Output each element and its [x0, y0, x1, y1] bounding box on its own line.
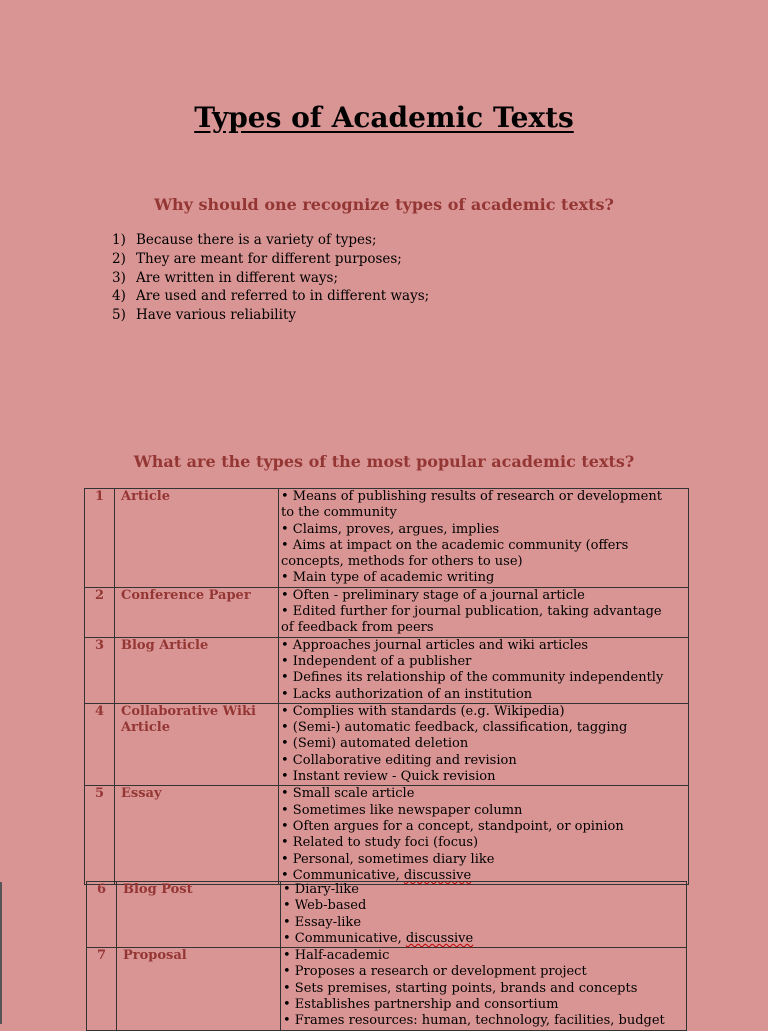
page-edge-divider [0, 882, 2, 1024]
row-number: 5 [85, 786, 115, 885]
text-type-line: Blog Post [123, 882, 193, 897]
spellcheck-underline: discussive [405, 930, 474, 946]
row-number: 4 [85, 703, 115, 785]
list-item: 1) Because there is a variety of types; [112, 232, 377, 248]
table-row [87, 882, 687, 948]
text-type-line: Article [121, 489, 171, 504]
description-line: • Proposes a research or development project [283, 964, 587, 980]
description-line: • (Semi) automated deletion [281, 736, 469, 752]
description-line: • Diary-like [283, 882, 359, 897]
description-line: of feedback from peers [281, 620, 434, 636]
description-line: • Instant review - Quick revision [281, 769, 496, 785]
academic-texts-table-continued [86, 881, 687, 1031]
description-line: • Essay-like [283, 914, 362, 930]
section-heading-why: Why should one recognize types of academic texts? [154, 195, 614, 214]
list-item: 4) Are used and referred to in different ways; [112, 288, 430, 305]
text-type-line: Blog Article [121, 637, 209, 653]
description-line: • Defines its relationship of the community independently [281, 670, 664, 686]
table-row [87, 948, 687, 1030]
text-type [115, 587, 279, 637]
table-row [85, 587, 689, 637]
description-line: • Sets premises, starting points, brands and concepts [283, 980, 638, 996]
text-type-line: Conference Paper [121, 587, 251, 603]
description-line: • Communicative, discussive [283, 930, 474, 946]
description-line: • Means of publishing results of research or development [281, 489, 662, 504]
academic-texts-table [84, 488, 689, 885]
text-description [279, 637, 689, 703]
text-description [281, 948, 687, 1030]
section-heading-types: What are the types of the most popular academic texts? [133, 452, 635, 471]
description-line: • Half-academic [283, 948, 390, 964]
spellcheck-underline: discussive [403, 867, 472, 883]
description-line: • Claims, proves, argues, implies [281, 521, 500, 537]
text-type-line: Proposal [123, 948, 187, 964]
description-line: • Related to study foci (focus) [281, 835, 479, 851]
text-type [115, 786, 279, 885]
description-line: • Complies with standards (e.g. Wikipedia) [281, 703, 565, 719]
description-line: • Sometimes like newspaper column [281, 802, 523, 818]
text-description [279, 489, 689, 588]
description-line: • Often argues for a concept, standpoint, or opinion [281, 818, 624, 834]
description-line: to the community [281, 505, 397, 521]
text-type [115, 489, 279, 588]
text-type [115, 637, 279, 703]
table-row [85, 489, 689, 588]
description-line: • Small scale article [281, 786, 415, 802]
description-line: • Main type of academic writing [281, 570, 495, 586]
description-line: • Edited further for journal publication, taking advantage [281, 604, 662, 620]
row-number: 7 [87, 948, 117, 1030]
text-type-line: Article [121, 720, 171, 736]
text-type [117, 948, 281, 1030]
text-description [279, 587, 689, 637]
list-item: 5) Have various reliability [112, 307, 296, 324]
text-type-line: Essay [121, 786, 162, 802]
description-line: • Frames resources: human, technology, facilities, budget [283, 1013, 665, 1029]
row-number: 2 [85, 587, 115, 637]
row-number: 3 [85, 637, 115, 703]
description-line: concepts, methods for others to use) [281, 554, 523, 570]
text-type [115, 703, 279, 785]
description-line: • (Semi-) automatic feedback, classification, tagging [281, 720, 628, 736]
description-line: • Collaborative editing and revision [281, 752, 517, 768]
text-description [281, 882, 687, 948]
table-row [85, 637, 689, 703]
table-row [85, 703, 689, 785]
description-line: • Often - preliminary stage of a journal article [281, 587, 585, 603]
list-item: 2) They are meant for different purposes; [112, 250, 402, 267]
text-type [117, 882, 281, 948]
text-description [279, 703, 689, 785]
reasons-list [112, 231, 429, 325]
list-item: 3) Are written in different ways; [112, 269, 339, 286]
description-line: • Lacks authorization of an institution [281, 686, 533, 702]
table-row [85, 786, 689, 885]
description-line: • Web-based [283, 898, 367, 914]
description-line: • Approaches journal articles and wiki articles [281, 637, 589, 653]
description-line: • Establishes partnership and consortium [283, 997, 559, 1013]
row-number: 1 [85, 489, 115, 588]
page-title: Types of Academic Texts [194, 101, 574, 134]
text-description [279, 786, 689, 885]
row-number: 6 [87, 882, 117, 948]
text-type-line: Collaborative Wiki [121, 703, 256, 719]
description-line: • Personal, sometimes diary like [281, 851, 495, 867]
description-line: • Aims at impact on the academic community (offers [281, 537, 629, 553]
description-line: • Independent of a publisher [281, 653, 472, 669]
description-line: • Communicative, discussive [281, 867, 472, 883]
